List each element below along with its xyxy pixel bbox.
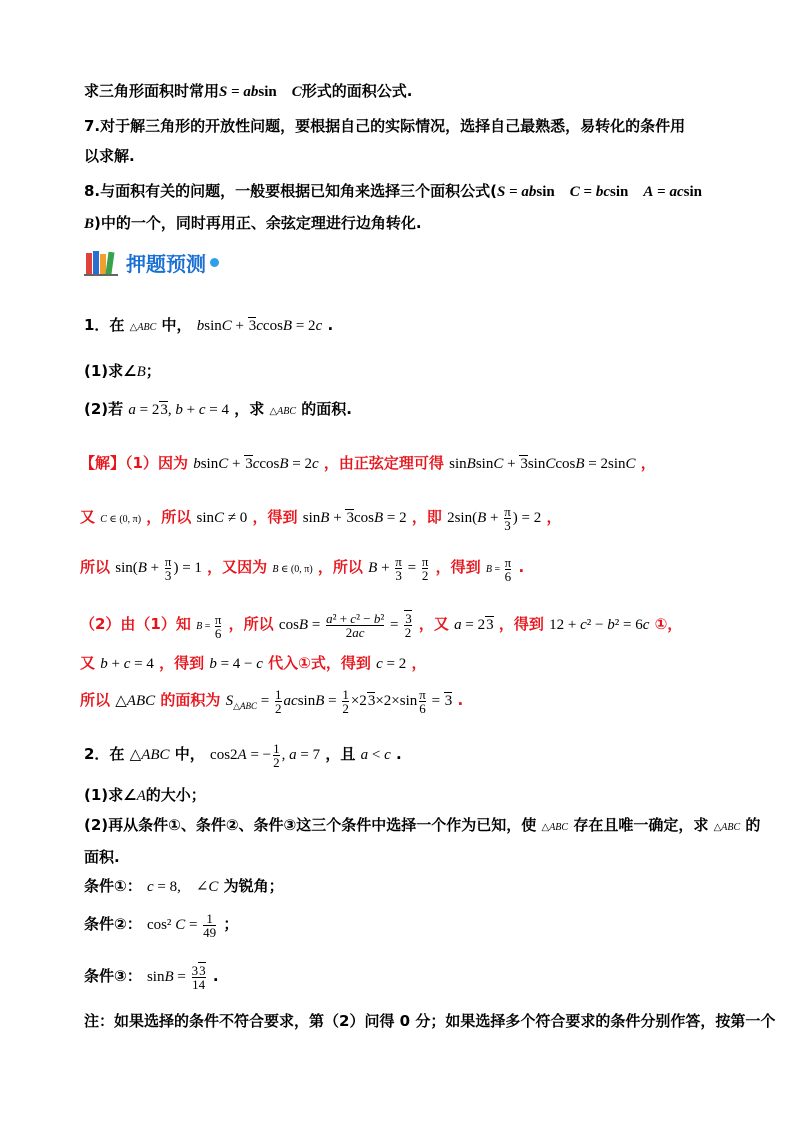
solution-line-6: 所以 △ABC 的面积为 $S_{\triangle ABC}$ = $\frac{1}{2}$ acsinB = $\frac{1}{2}$ ×23×2×sin $\frac{\pi}{6}$ = 3 .: [80, 687, 464, 716]
solution-line-1: 【解】（1）因为 bsinC + 3ccosB = 2c ，由正弦定理可得 sinBsinC + 3sinCcosB = 2sinC ，: [80, 454, 656, 472]
tip-8: 8.与面积有关的问题，一般要根据已知角来选择三个面积公式(S = absin C = bcsin A = acsin: [84, 182, 702, 200]
tip-8-cont: B)中的一个，同时再用正、余弦定理进行边角转化.: [84, 214, 422, 232]
section-banner: [84, 248, 219, 277]
solution-line-4: （2）由（1）知 B = $\frac{\pi}{6}$ ，所以 cosB = $\frac{\text{a² + c² − b²}}{2ac}$ = $\frac{3}{2}$ ，又 a = 23 ，得到 12 + c² − b² = 6c ①，: [80, 611, 683, 642]
solution-line-5: 又 b + c = 4 ，得到 b = 4 − c 代入①式，得到 c = 2 ，: [80, 654, 427, 672]
line-area-formula: 求三角形面积时常用S = absin C形式的面积公式.: [84, 82, 413, 100]
tip-7-cont: 以求解.: [84, 147, 135, 165]
problem-2-q2-cont: 面积.: [84, 848, 120, 866]
formula-S-absinC: S = absin C: [219, 84, 302, 100]
condition-1: 条件①： c = 8, ∠C 为锐角；: [84, 877, 284, 895]
tip-7: 7.对于解三角形的开放性问题，要根据自己的实际情况，选择自己最熟悉，易转化的条件用: [84, 117, 686, 135]
problem-1-stem: 1．在 △ABC 中， bsinC + 3ccosB = 2c .: [84, 316, 334, 334]
condition-3: 条件③： sinB = $\frac{33}{14}$ .: [84, 963, 219, 992]
banner-dot: [210, 258, 219, 267]
banner-title: 押题预测: [126, 252, 206, 276]
note: 注：如果选择的条件不符合要求，第（2）问得 0 分；如果选择多个符合要求的条件分别作答，按第一个: [84, 1012, 776, 1030]
condition-2: 条件②： cos² C = $\frac{1}{49}$ ；: [84, 911, 239, 940]
problem-2-stem: 2．在 △ABC 中， cos2A = − $\frac{1}{2}$ , a = 7 ，且 a < c .: [84, 741, 402, 770]
problem-2-q2: (2)再从条件①、条件②、条件③这三个条件中选择一个作为已知，使 △ABC 存在且唯一确定，求 △ABC 的: [84, 816, 761, 834]
solution-line-2: 又 C ∈ (0, π) ，所以 sinC ≠ 0 ，得到 sinB + 3cosB = 2 ，即 2sin(B + $\frac{\pi}{3}$ ) = 2 ，: [80, 504, 562, 533]
books-icon: [84, 249, 120, 277]
problem-1-q2: (2)若 a = 23, b + c = 4 ，求 △ABC 的面积.: [84, 400, 352, 418]
problem-2-q1: (1)求∠A的大小；: [84, 786, 206, 804]
problem-1-q1: (1)求∠B；: [84, 362, 161, 380]
solution-line-3: 所以 sin(B + $\frac{\pi}{3}$ ) = 1 ，又因为 B ∈ (0, π) ，所以 B + $\frac{\pi}{3}$ = $\frac{\pi}{2}$ ，得到 B = $\frac{\pi}{6}$ .: [80, 554, 525, 585]
